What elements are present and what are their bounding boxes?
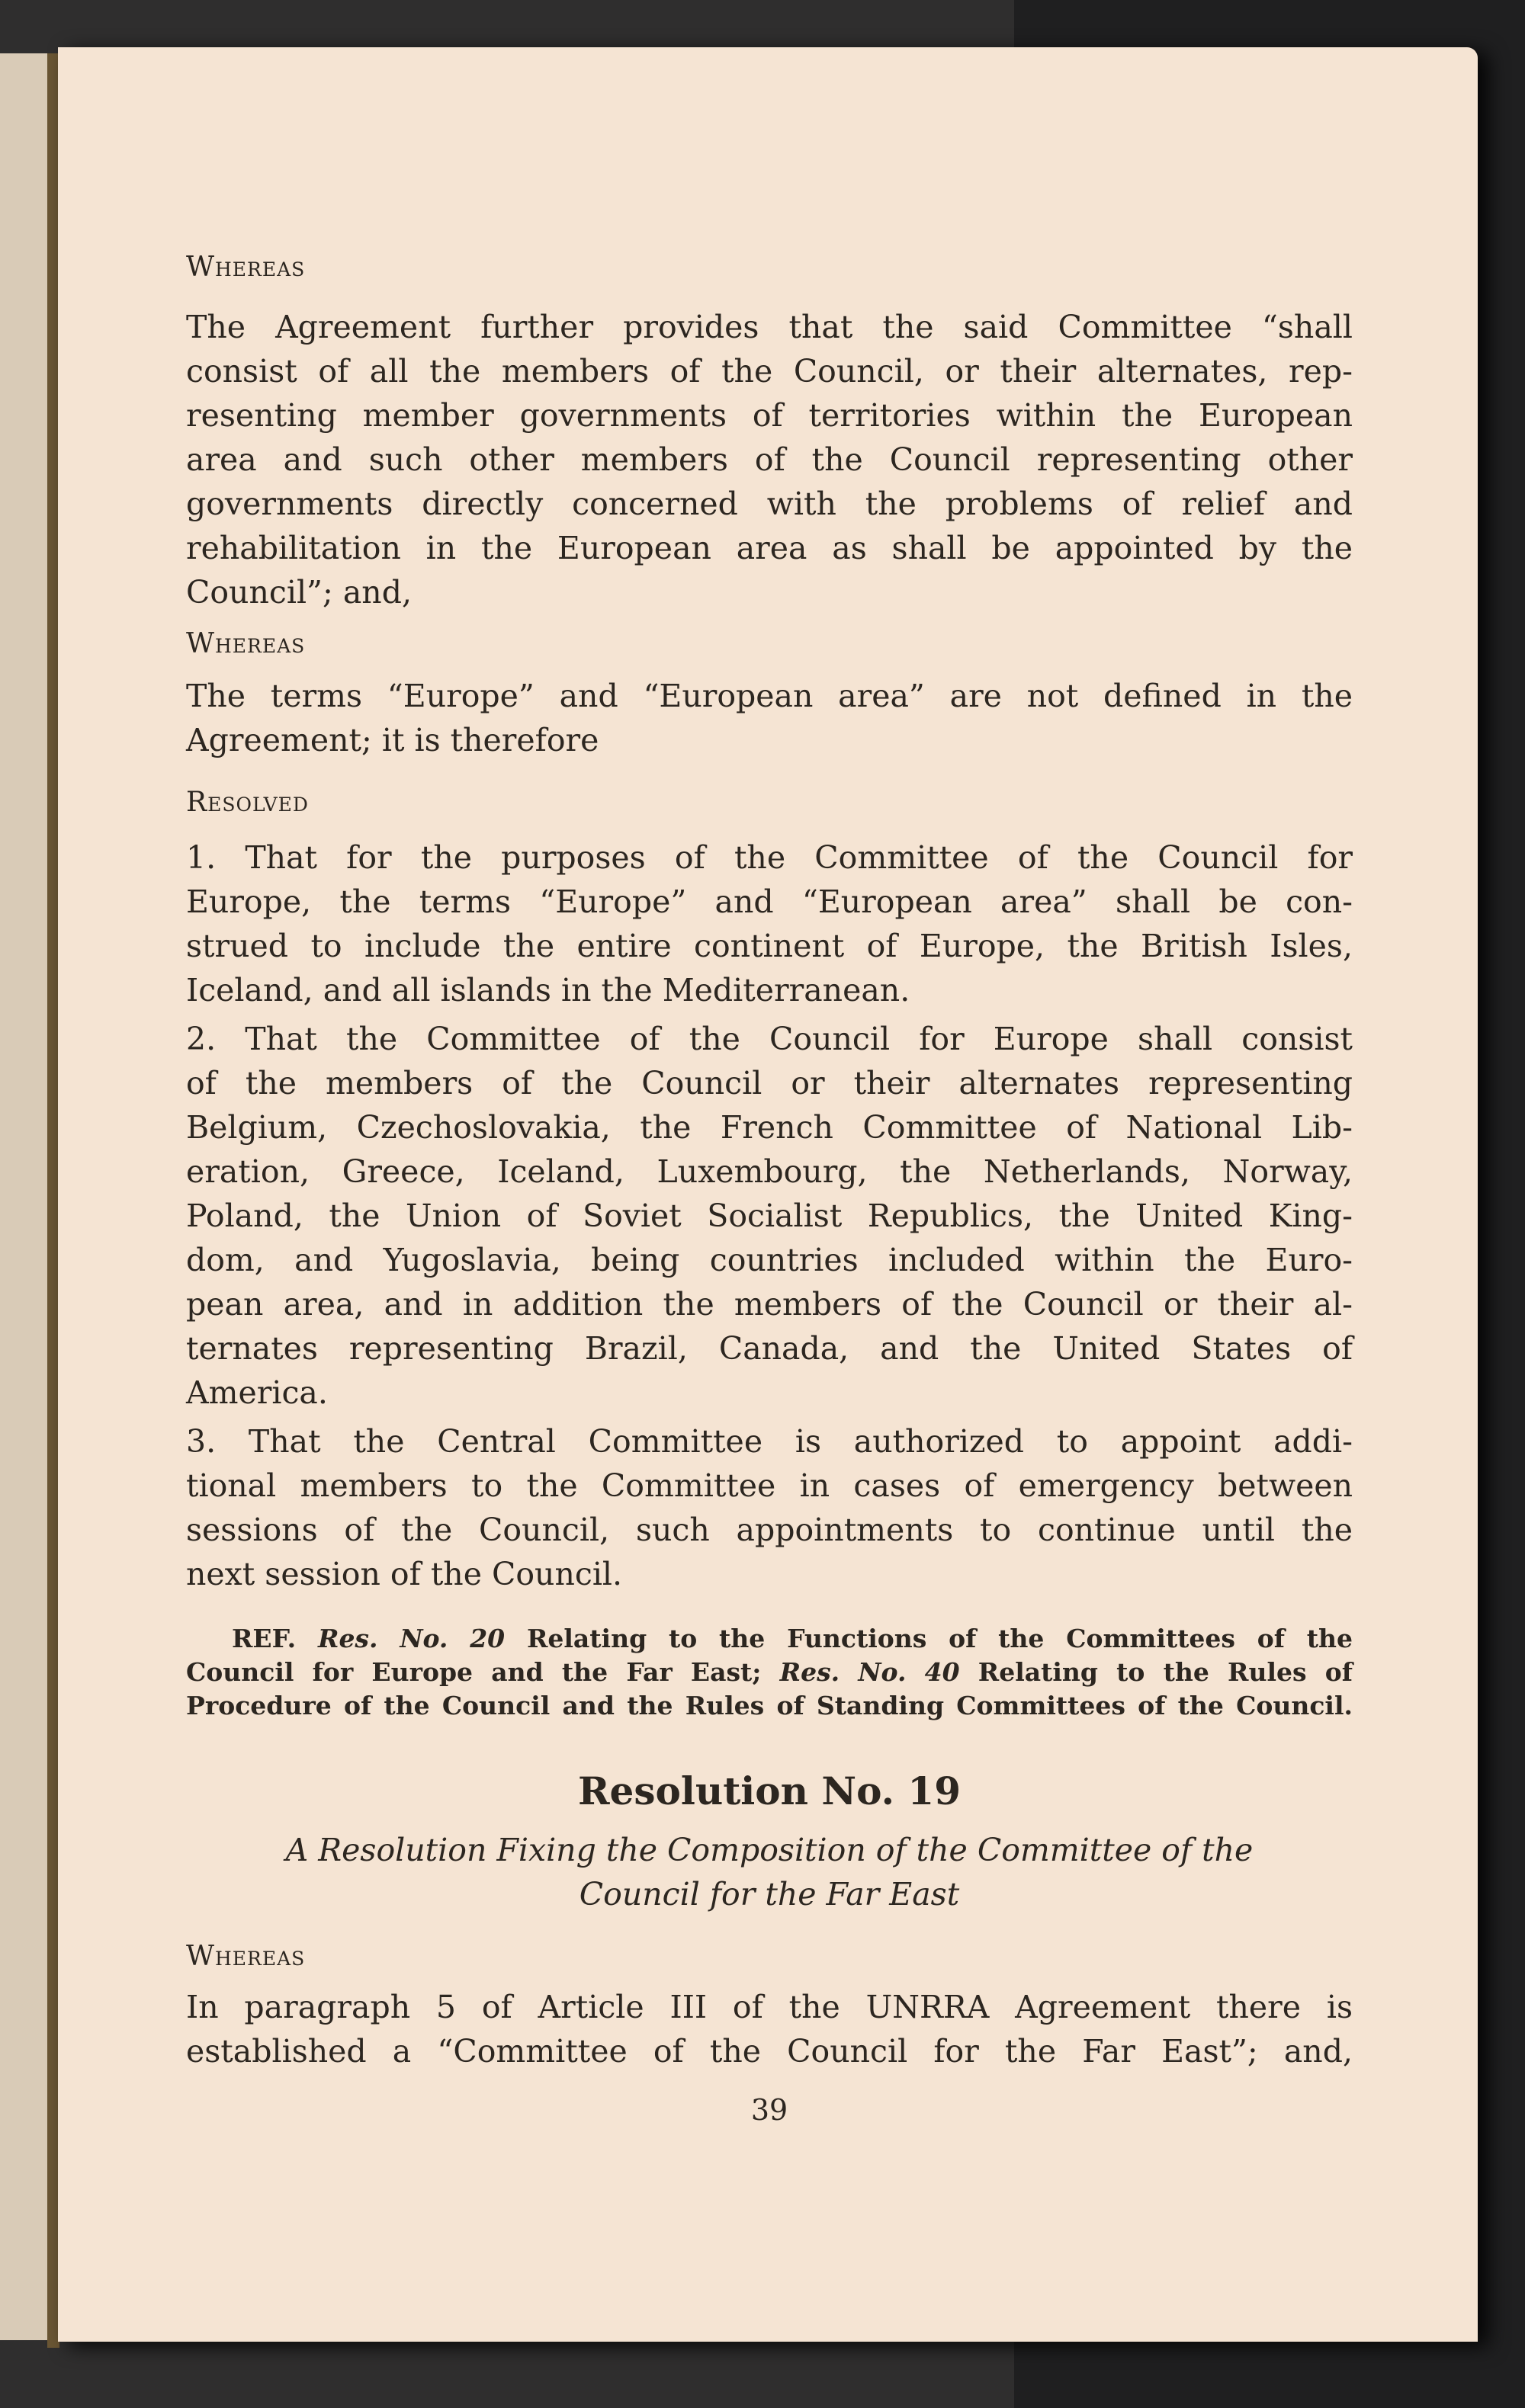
ref-text: Relating to the Functions of the Committees of the bbox=[505, 1624, 1353, 1653]
resolved-item-1 bbox=[186, 835, 1353, 1012]
resolution-19-whereas-paragraph bbox=[186, 1985, 1353, 2073]
text-line: governments directly concerned with the problems of relief and bbox=[186, 486, 1353, 522]
ref-line-3: Procedure of the Council and the Rules of Standing Committees of the Council. bbox=[186, 1691, 1353, 1720]
text-line: Council”; and, bbox=[186, 574, 412, 611]
ref-line-1 bbox=[186, 1622, 1353, 1656]
ref-line-2 bbox=[186, 1656, 1353, 1689]
text-line: America. bbox=[186, 1374, 328, 1411]
whereas-paragraph-2 bbox=[186, 674, 1353, 762]
ref-resolution-20: Res. No. 20 bbox=[318, 1624, 506, 1653]
text-line: Iceland, and all islands in the Mediterranean. bbox=[186, 972, 910, 1008]
text-line: consist of all the members of the Council, or their alternates, rep- bbox=[186, 353, 1353, 390]
whereas-label-2: Whereas bbox=[186, 628, 306, 659]
whereas-paragraph-1 bbox=[186, 305, 1353, 614]
text-line: strued to include the entire continent of Europe, the British Isles, bbox=[186, 928, 1353, 964]
text-line: eration, Greece, Iceland, Luxembourg, the Netherlands, Norway, bbox=[186, 1153, 1353, 1190]
text-line: 2. That the Committee of the Council for Europe shall consist bbox=[186, 1021, 1353, 1057]
text-line: established a “Committee of the Council for the Far East”; and, bbox=[186, 2033, 1353, 2070]
text-line: dom, and Yugoslavia, being countries included within the Euro- bbox=[186, 1242, 1353, 1278]
text-line: tional members to the Committee in cases of emergency between bbox=[186, 1467, 1353, 1504]
text-line: The terms “Europe” and “European area” are not defined in the bbox=[186, 678, 1353, 714]
resolved-label: Resolved bbox=[186, 787, 309, 818]
subtitle-line: Council for the Far East bbox=[579, 1876, 960, 1913]
text-line: Europe, the terms “Europe” and “European area” shall be con- bbox=[186, 883, 1353, 920]
text-line: rehabilitation in the European area as shall be appointed by the bbox=[186, 530, 1353, 566]
text-line: The Agreement further provides that the said Committee “shall bbox=[186, 309, 1353, 345]
text-line: Poland, the Union of Soviet Socialist Republics, the United King- bbox=[186, 1198, 1353, 1234]
resolution-title: Resolution No. 19 bbox=[578, 1768, 961, 1813]
ref-text: Relating to the Rules of bbox=[959, 1657, 1353, 1687]
text-line: 1. That for the purposes of the Committee of the Council for bbox=[186, 839, 1353, 876]
ref-text: Council for Europe and the Far East; bbox=[186, 1657, 780, 1687]
resolved-item-3 bbox=[186, 1419, 1353, 1596]
text-line: of the members of the Council or their alternates representing bbox=[186, 1065, 1353, 1101]
resolved-item-2 bbox=[186, 1017, 1353, 1415]
text-line: Agreement; it is therefore bbox=[186, 722, 599, 758]
document-page bbox=[58, 47, 1478, 2342]
reference-note bbox=[186, 1622, 1353, 1723]
text-line: 3. That the Central Committee is authorized to appoint addi- bbox=[186, 1423, 1353, 1460]
ref-prefix: REF. bbox=[232, 1624, 297, 1653]
text-line: sessions of the Council, such appointments to continue until the bbox=[186, 1512, 1353, 1548]
text-line: resenting member governments of territories within the European bbox=[186, 397, 1353, 434]
text-line: Belgium, Czechoslovakia, the French Committee of National Lib- bbox=[186, 1109, 1353, 1146]
whereas-label-1: Whereas bbox=[186, 252, 306, 283]
text-line: next session of the Council. bbox=[186, 1556, 623, 1592]
page-number: 39 bbox=[750, 2093, 788, 2127]
ref-resolution-40: Res. No. 40 bbox=[779, 1657, 960, 1687]
text-line: ternates representing Brazil, Canada, and the United States of bbox=[186, 1330, 1353, 1367]
resolution-subtitle bbox=[171, 1828, 1368, 1916]
text-line: In paragraph 5 of Article III of the UNRRA Agreement there is bbox=[186, 1989, 1353, 2025]
whereas-label-3: Whereas bbox=[186, 1941, 306, 1972]
subtitle-line: A Resolution Fixing the Composition of the Committee of the bbox=[285, 1832, 1254, 1868]
text-line: area and such other members of the Council representing other bbox=[186, 441, 1353, 478]
text-line: pean area, and in addition the members of the Council or their al- bbox=[186, 1286, 1353, 1323]
